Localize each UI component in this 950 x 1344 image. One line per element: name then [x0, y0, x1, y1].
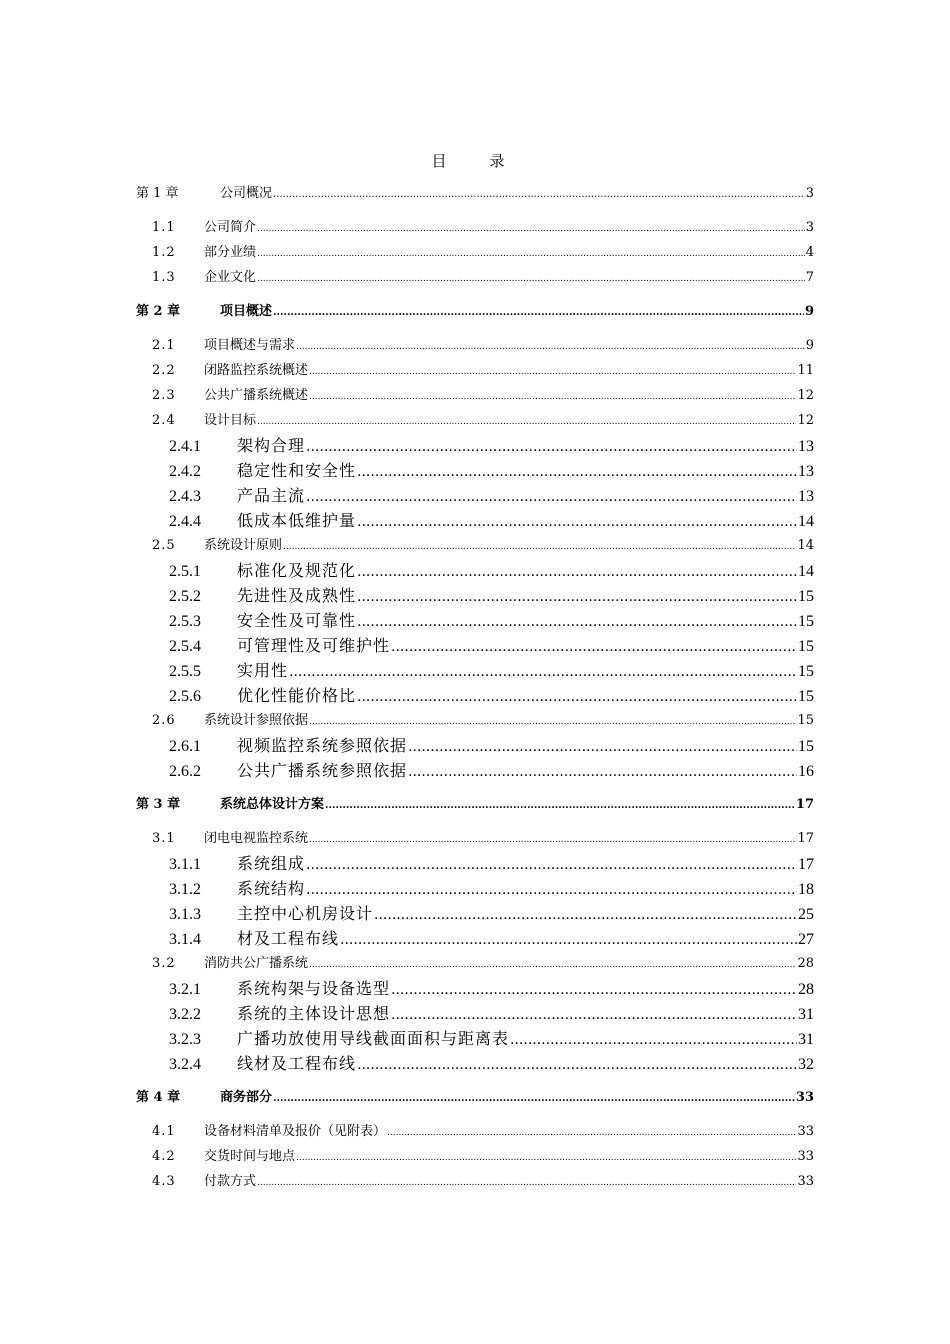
- toc-entry-title: 标准化及规范化: [237, 561, 357, 580]
- toc-entry-title: 材及工程布线: [237, 929, 340, 948]
- toc-leader-dots: [510, 1028, 797, 1053]
- toc-entry-chapter[interactable]: [136, 299, 814, 324]
- toc-entry-page-number: 7: [805, 270, 814, 285]
- toc-leader-dots: [283, 535, 796, 560]
- toc-entry-sub[interactable]: [136, 458, 814, 483]
- toc-entry-page-number: 14: [798, 513, 814, 530]
- toc-entry-sub[interactable]: [136, 633, 814, 658]
- toc-entry-page-number: 33: [795, 1090, 814, 1105]
- toc-entry-number: 2.5.1: [169, 563, 201, 580]
- toc-leader-dots: [296, 335, 805, 360]
- toc-leader-dots: [374, 903, 797, 928]
- toc-entry-page-number: 12: [797, 388, 814, 403]
- toc-entry-sub[interactable]: [136, 583, 814, 608]
- toc-entry-title: 优化性能价格比: [237, 686, 357, 705]
- toc-entry-title: 可管理性及可维护性: [237, 636, 391, 655]
- toc-entry-section[interactable]: [136, 1119, 814, 1144]
- toc-entry-page-number: 3: [805, 186, 814, 201]
- toc-entry-sub[interactable]: [136, 683, 814, 708]
- toc-entry-number: 2.5: [152, 538, 176, 553]
- toc-entry-title: 交货时间与地点: [204, 1149, 296, 1164]
- toc-entry-page-number: 17: [797, 831, 814, 846]
- toc-entry-number: 2.5.6: [169, 688, 201, 705]
- toc-entry-number: 1.1: [152, 220, 176, 235]
- toc-entry-title: 低成本低维护量: [237, 511, 357, 530]
- toc-leader-dots: [273, 300, 804, 325]
- toc-entry-title: 企业文化: [204, 270, 257, 285]
- toc-leader-dots: [306, 485, 797, 510]
- toc-entry-title: 系统设计原则: [204, 538, 283, 553]
- toc-entry-section[interactable]: [136, 408, 814, 433]
- toc-entry-number: 2.2: [152, 363, 176, 378]
- toc-entry-page-number: 18: [798, 881, 814, 898]
- toc-entry-page-number: 31: [798, 1006, 814, 1023]
- toc-entry-chapter[interactable]: [136, 1085, 814, 1110]
- toc-entry-number: 1.3: [152, 270, 176, 285]
- toc-entry-number: 3.1: [152, 831, 176, 846]
- toc-entry-title: 系统总体设计方案: [220, 797, 325, 812]
- toc-entry-page-number: 15: [798, 588, 814, 605]
- toc-entry-number: 3.2.4: [169, 1056, 201, 1073]
- toc-leader-dots: [257, 1171, 796, 1196]
- toc-entry-section[interactable]: [136, 1144, 814, 1169]
- toc-entry-number: 3.2: [152, 956, 176, 971]
- toc-leader-dots: [309, 360, 796, 385]
- toc-leader-dots: [306, 435, 797, 460]
- toc-entry-chapter[interactable]: [136, 792, 814, 817]
- toc-entry-title: 部分业绩: [204, 245, 257, 260]
- toc-leader-dots: [257, 217, 805, 242]
- toc-entry-title: 稳定性和安全性: [237, 461, 357, 480]
- toc-entry-title: 系统结构: [237, 879, 306, 898]
- toc-entry-page-number: 31: [798, 1031, 814, 1048]
- toc-leader-dots: [357, 585, 797, 610]
- toc-entry-sub[interactable]: [136, 1001, 814, 1026]
- toc-leader-dots: [306, 853, 797, 878]
- toc-entry-number: 2.1: [152, 338, 176, 353]
- toc-entry-number: 2.5.3: [169, 613, 201, 630]
- toc-entry-title: 项目概述: [220, 304, 273, 319]
- toc-leader-dots: [340, 928, 797, 953]
- toc-leader-dots: [408, 760, 797, 785]
- toc-entry-title: 系统设计参照依据: [204, 713, 309, 728]
- toc-leader-dots: [273, 1086, 795, 1111]
- toc-entry-title: 系统构架与设备选型: [237, 979, 391, 998]
- toc-leader-dots: [273, 182, 805, 207]
- toc-entry-sub[interactable]: [136, 1026, 814, 1051]
- toc-leader-dots: [408, 735, 797, 760]
- toc-entry-title: 视频监控系统参照依据: [237, 736, 408, 755]
- toc-leader-dots: [391, 635, 797, 660]
- toc-entry-title: 付款方式: [204, 1174, 257, 1189]
- toc-entry-section[interactable]: [136, 215, 814, 240]
- toc-entry-number: 2.4.1: [169, 438, 201, 455]
- toc-leader-dots: [296, 1146, 796, 1171]
- toc-entry-page-number: 28: [797, 956, 814, 971]
- toc-leader-dots: [357, 560, 797, 585]
- toc-entry-title: 公共广播系统参照依据: [237, 761, 408, 780]
- toc-entry-section[interactable]: [136, 358, 814, 383]
- toc-entry-number: 2.4.3: [169, 488, 201, 505]
- toc-entry-title: 产品主流: [237, 486, 306, 505]
- toc-entry-number: 3.1.4: [169, 931, 201, 948]
- toc-entry-number: 2.6: [152, 713, 176, 728]
- toc-entry-number: 第 2 章: [136, 304, 181, 319]
- toc-entry-sub[interactable]: [136, 851, 814, 876]
- toc-entry-section[interactable]: [136, 265, 814, 290]
- toc-entry-page-number: 14: [798, 563, 814, 580]
- toc-entry-sub[interactable]: [136, 483, 814, 508]
- toc-entry-sub[interactable]: [136, 658, 814, 683]
- toc-entry-title: 广播功放使用导线截面面积与距离表: [237, 1029, 510, 1048]
- toc-entry-number: 3.1.1: [169, 856, 201, 873]
- toc-entry-title: 安全性及可靠性: [237, 611, 357, 630]
- toc-leader-dots: [306, 878, 797, 903]
- toc-entry-page-number: 15: [798, 663, 814, 680]
- toc-entry-number: 2.4: [152, 413, 176, 428]
- toc-entry-page-number: 3: [805, 220, 814, 235]
- toc-entry-title: 系统组成: [237, 854, 306, 873]
- toc-entry-number: 2.4.4: [169, 513, 201, 530]
- toc-entry-page-number: 33: [797, 1124, 814, 1139]
- toc-entry-page-number: 13: [798, 438, 814, 455]
- toc-entry-number: 4.2: [152, 1149, 176, 1164]
- toc-leader-dots: [289, 660, 797, 685]
- toc-entry-section[interactable]: [136, 333, 814, 358]
- toc-leader-dots: [309, 710, 796, 735]
- toc-entry-page-number: 28: [798, 981, 814, 998]
- toc-entry-page-number: 33: [797, 1149, 814, 1164]
- toc-entry-page-number: 25: [798, 906, 814, 923]
- toc-entry-page-number: 12: [797, 413, 814, 428]
- toc-entry-page-number: 15: [798, 738, 814, 755]
- toc-leader-dots: [387, 1121, 796, 1146]
- toc-entry-title: 闭路监控系统概述: [204, 363, 309, 378]
- toc-entry-number: 3.1.2: [169, 881, 201, 898]
- toc-entry-page-number: 15: [798, 613, 814, 630]
- toc-entry-title: 商务部分: [220, 1090, 273, 1105]
- toc-entry-page-number: 13: [798, 488, 814, 505]
- toc-entry-title: 设计目标: [204, 413, 257, 428]
- toc-entry-title: 闭电电视监控系统: [204, 831, 309, 846]
- toc-entry-page-number: 15: [798, 688, 814, 705]
- toc-leader-dots: [391, 978, 797, 1003]
- toc-entry-section[interactable]: [136, 708, 814, 733]
- toc-entry-chapter[interactable]: [136, 181, 814, 206]
- toc-entry-sub[interactable]: [136, 733, 814, 758]
- toc-entry-sub[interactable]: [136, 508, 814, 533]
- toc-leader-dots: [357, 1053, 797, 1078]
- toc-entry-sub[interactable]: [136, 433, 814, 458]
- toc-leader-dots: [257, 242, 805, 267]
- table-of-contents: [136, 181, 814, 1194]
- toc-leader-dots: [257, 267, 805, 292]
- toc-entry-number: 2.6.2: [169, 763, 201, 780]
- toc-entry-sub[interactable]: [136, 608, 814, 633]
- toc-entry-page-number: 15: [797, 713, 814, 728]
- toc-entry-sub[interactable]: [136, 558, 814, 583]
- toc-leader-dots: [325, 793, 795, 818]
- toc-entry-title: 系统的主体设计思想: [237, 1004, 391, 1023]
- toc-entry-number: 2.5.2: [169, 588, 201, 605]
- toc-entry-section[interactable]: [136, 826, 814, 851]
- toc-entry-number: 2.4.2: [169, 463, 201, 480]
- toc-leader-dots: [357, 510, 797, 535]
- toc-entry-page-number: 9: [805, 338, 814, 353]
- toc-leader-dots: [357, 610, 797, 635]
- toc-entry-sub[interactable]: [136, 976, 814, 1001]
- toc-leader-dots: [309, 385, 796, 410]
- toc-entry-number: 3.2.2: [169, 1006, 201, 1023]
- toc-entry-sub[interactable]: [136, 876, 814, 901]
- toc-entry-page-number: 13: [798, 463, 814, 480]
- toc-entry-number: 2.3: [152, 388, 176, 403]
- toc-entry-page-number: 9: [804, 304, 814, 319]
- toc-entry-number: 2.5.4: [169, 638, 201, 655]
- toc-entry-title: 线材及工程布线: [237, 1054, 357, 1073]
- toc-entry-section[interactable]: [136, 533, 814, 558]
- toc-entry-title: 先进性及成熟性: [237, 586, 357, 605]
- toc-entry-title: 主控中心机房设计: [237, 904, 374, 923]
- toc-title: 目 录: [431, 152, 519, 170]
- toc-entry-number: 4.1: [152, 1124, 176, 1139]
- toc-entry-section[interactable]: [136, 1169, 814, 1194]
- toc-entry-sub[interactable]: [136, 758, 814, 783]
- toc-entry-number: 2.5.5: [169, 663, 201, 680]
- toc-entry-page-number: 32: [798, 1056, 814, 1073]
- toc-leader-dots: [309, 953, 796, 978]
- toc-entry-page-number: 14: [797, 538, 814, 553]
- toc-entry-title: 实用性: [237, 661, 289, 680]
- toc-entry-number: 4.3: [152, 1174, 176, 1189]
- toc-entry-sub[interactable]: [136, 1051, 814, 1076]
- toc-entry-title: 消防共公广播系统: [204, 956, 309, 971]
- toc-entry-number: 3.2.1: [169, 981, 201, 998]
- toc-leader-dots: [357, 685, 797, 710]
- toc-entry-title: 设备材料清单及报价（见附表）: [204, 1124, 387, 1139]
- toc-entry-number: 第 3 章: [136, 797, 181, 812]
- toc-entry-page-number: 27: [798, 931, 814, 948]
- toc-entry-page-number: 16: [798, 763, 814, 780]
- toc-entry-page-number: 15: [798, 638, 814, 655]
- toc-entry-number: 3.2.3: [169, 1031, 201, 1048]
- toc-leader-dots: [257, 410, 796, 435]
- toc-entry-page-number: 33: [797, 1174, 814, 1189]
- toc-entry-page-number: 17: [795, 797, 814, 812]
- toc-leader-dots: [391, 1003, 797, 1028]
- toc-entry-title: 公司简介: [204, 220, 257, 235]
- toc-entry-section[interactable]: [136, 240, 814, 265]
- toc-entry-number: 2.6.1: [169, 738, 201, 755]
- toc-entry-page-number: 17: [798, 856, 814, 873]
- toc-entry-page-number: 4: [805, 245, 814, 260]
- toc-entry-number: 3.1.3: [169, 906, 201, 923]
- toc-leader-dots: [357, 460, 797, 485]
- toc-entry-sub[interactable]: [136, 926, 814, 951]
- toc-entry-title: 公共广播系统概述: [204, 388, 309, 403]
- toc-entry-title: 项目概述与需求: [204, 338, 296, 353]
- toc-entry-number: 第 4 章: [136, 1090, 181, 1105]
- toc-entry-number: 1.2: [152, 245, 176, 260]
- toc-entry-page-number: 11: [797, 363, 814, 378]
- toc-entry-sub[interactable]: [136, 901, 814, 926]
- toc-entry-number: 第 1 章: [136, 186, 179, 201]
- toc-entry-title: 公司概况: [220, 186, 273, 201]
- toc-entry-section[interactable]: [136, 951, 814, 976]
- toc-entry-section[interactable]: [136, 383, 814, 408]
- toc-entry-title: 架构合理: [237, 436, 306, 455]
- toc-leader-dots: [309, 828, 796, 853]
